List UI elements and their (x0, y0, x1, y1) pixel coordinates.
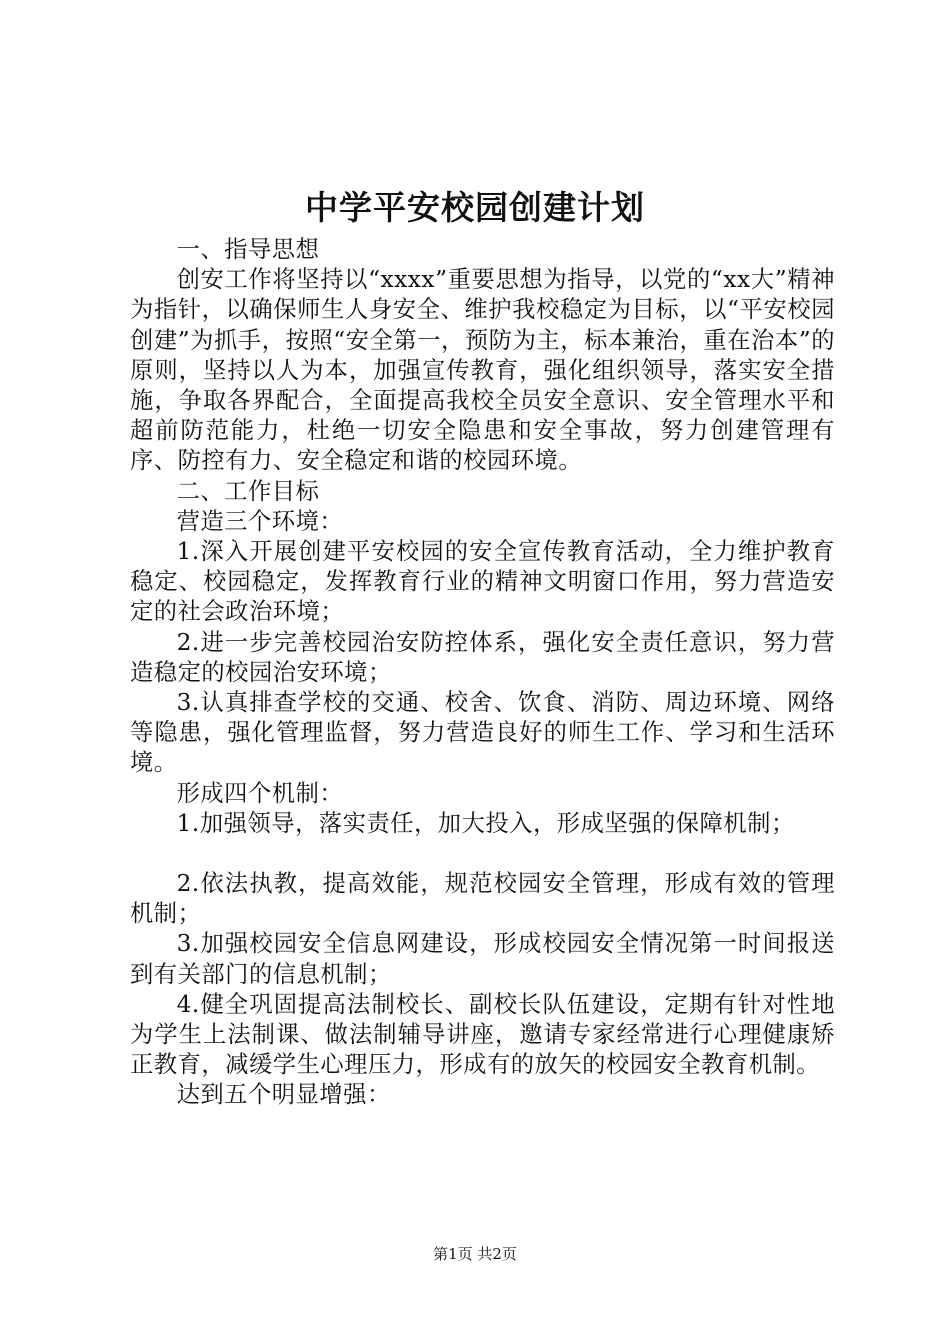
list-item-environment-2: 2.进一步完善校园治安防控体系，强化安全责任意识，努力营造稳定的校园治安环境； (130, 628, 835, 686)
blank-line (130, 839, 835, 869)
list-item-mechanism-2: 2.依法执教，提高效能，规范校园安全管理，形成有效的管理机制； (130, 870, 835, 928)
list-item-mechanism-3: 3.加强校园安全信息网建设，形成校园安全情况第一时间报送到有关部门的信息机制； (130, 930, 835, 988)
document-body (130, 235, 835, 1111)
page-number: 第1页 共2页 (433, 1245, 517, 1263)
section-heading-work-goals: 二、工作目标 (176, 477, 320, 505)
paragraph-guiding-ideology: 创安工作将坚持以“xxxx”重要思想为指导，以党的“xx大”精神为指针，以确保师生人身安全、维护我校稳定为目标，以“平安校园创建”为抓手，按照“安全第一，预防为主，标本兼治，重在治本”的原则，坚持以人为本，加强宣传教育，强化组织领导，落实安全措施，争取各界配合，全面提高我校全员安全意识、安全管理水平和超前防范能力，杜绝一切安全隐患和安全事故，努力创建管理有序、防控有力、安全稳定和谐的校园环境。 (130, 266, 835, 475)
section-heading-guiding-ideology: 一、指导思想 (176, 236, 320, 263)
document-title: 中学平安校园创建计划 (305, 188, 645, 227)
list-item-environment-1: 1.深入开展创建平安校园的安全宣传教育活动，全力维护教育稳定、校园稳定，发挥教育行业的精神文明窗口作用，努力营造安定的社会政治环境； (130, 538, 835, 626)
subheading-three-environments: 营造三个环境： (176, 507, 344, 535)
subheading-five-enhancements: 达到五个明显增强： (176, 1081, 391, 1109)
list-item-mechanism-1: 1.加强领导，落实责任，加大投入，形成坚强的保障机制； (176, 809, 795, 837)
list-item-mechanism-4: 4.健全巩固提高法制校长、副校长队伍建设，定期有针对性地为学生上法制课、做法制辅导讲座，邀请专家经常进行心理健康矫正教育，减缓学生心理压力，形成有的放矢的校园安全教育机制。 (130, 990, 835, 1079)
list-item-environment-3: 3.认真排查学校的交通、校舍、饮食、消防、周边环境、网络等隐患，强化管理监督，努力营造良好的师生工作、学习和生活环境。 (130, 689, 835, 777)
subheading-four-mechanisms: 形成四个机制： (176, 779, 344, 807)
